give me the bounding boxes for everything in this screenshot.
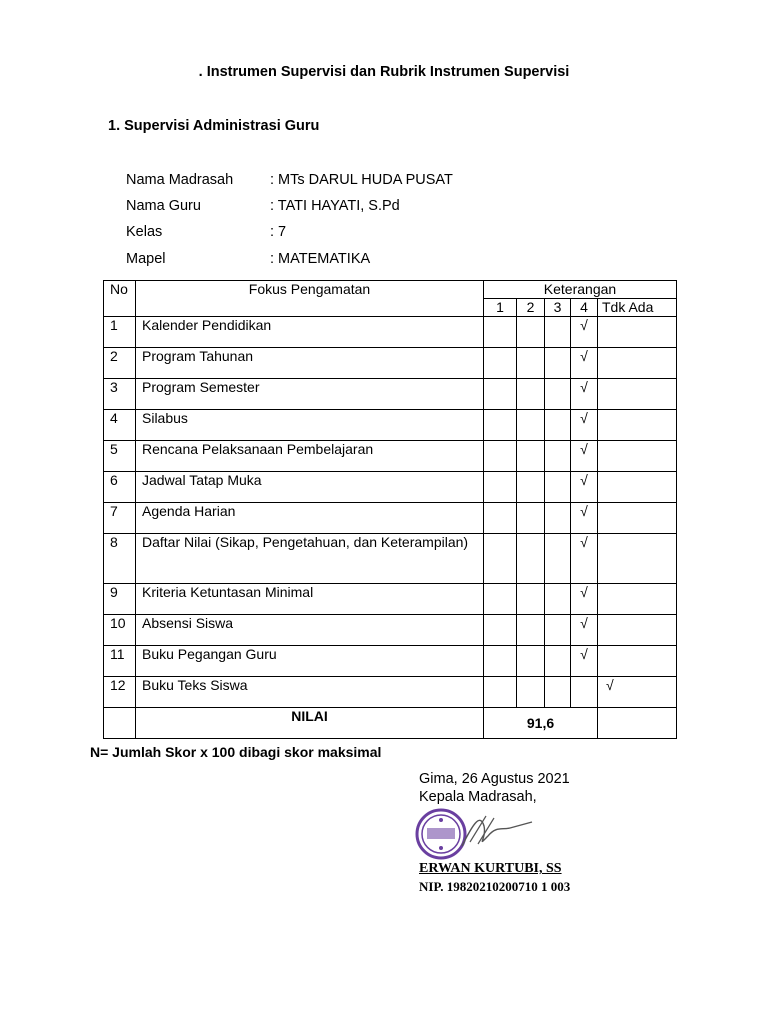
info-label-kelas: Kelas bbox=[126, 224, 163, 240]
row-number: 2 bbox=[104, 348, 136, 379]
row-cell-3 bbox=[545, 584, 571, 615]
row-cell-4 bbox=[571, 534, 598, 584]
document-title: . Instrumen Supervisi dan Rubrik Instrumen Supervisi bbox=[198, 64, 570, 80]
row-cell-tdk-ada bbox=[598, 317, 677, 348]
table-row bbox=[104, 615, 677, 646]
row-cell-tdk-ada bbox=[598, 348, 677, 379]
info-value-madrasah: : MTs DARUL HUDA PUSAT bbox=[270, 172, 453, 188]
header-col-4: 4 bbox=[571, 299, 598, 317]
table-row bbox=[104, 317, 677, 348]
info-value-mapel: : MATEMATIKA bbox=[270, 251, 371, 267]
row-cell-2 bbox=[517, 584, 545, 615]
official-stamp-and-signature bbox=[414, 806, 544, 867]
info-label-mapel: Mapel bbox=[126, 251, 166, 267]
observation-table bbox=[103, 280, 677, 739]
section-heading: 1. Supervisi Administrasi Guru bbox=[108, 118, 320, 134]
check-mark-icon: √ bbox=[580, 472, 588, 488]
row-cell-4 bbox=[571, 348, 598, 379]
row-number: 12 bbox=[104, 677, 136, 708]
row-cell-4 bbox=[571, 441, 598, 472]
info-value-guru: : TATI HAYATI, S.Pd bbox=[270, 198, 400, 214]
row-cell-3 bbox=[545, 534, 571, 584]
row-cell-2 bbox=[517, 410, 545, 441]
principal-name: ERWAN KURTUBI, SS bbox=[419, 861, 562, 876]
table-row bbox=[104, 348, 677, 379]
row-cell-3 bbox=[545, 317, 571, 348]
info-label-madrasah: Nama Madrasah bbox=[126, 172, 234, 188]
check-mark-icon: √ bbox=[580, 441, 588, 457]
row-cell-4 bbox=[571, 472, 598, 503]
row-cell-2 bbox=[517, 379, 545, 410]
row-cell-3 bbox=[545, 348, 571, 379]
signature-place-date: Gima, 26 Agustus 2021 bbox=[419, 771, 570, 787]
table-row bbox=[104, 379, 677, 410]
signature-position: Kepala Madrasah, bbox=[419, 789, 537, 805]
row-cell-3 bbox=[545, 646, 571, 677]
row-cell-1 bbox=[484, 410, 517, 441]
row-cell-tdk-ada bbox=[598, 503, 677, 534]
row-number: 9 bbox=[104, 584, 136, 615]
row-cell-2 bbox=[517, 615, 545, 646]
row-cell-1 bbox=[484, 534, 517, 584]
row-number: 6 bbox=[104, 472, 136, 503]
row-focus-item: Program Tahunan bbox=[136, 348, 484, 379]
table-row bbox=[104, 472, 677, 503]
row-number: 11 bbox=[104, 646, 136, 677]
row-focus-item: Silabus bbox=[136, 410, 484, 441]
row-cell-1 bbox=[484, 317, 517, 348]
row-cell-1 bbox=[484, 348, 517, 379]
check-mark-icon: √ bbox=[580, 317, 588, 333]
row-focus-item: Kriteria Ketuntasan Minimal bbox=[136, 584, 484, 615]
check-mark-icon: √ bbox=[580, 646, 588, 662]
row-cell-1 bbox=[484, 441, 517, 472]
row-focus-item: Jadwal Tatap Muka bbox=[136, 472, 484, 503]
nilai-label: NILAI bbox=[136, 708, 484, 739]
row-cell-4 bbox=[571, 410, 598, 441]
row-focus-item: Buku Pegangan Guru bbox=[136, 646, 484, 677]
row-cell-2 bbox=[517, 317, 545, 348]
header-col-2: 2 bbox=[517, 299, 545, 317]
row-cell-1 bbox=[484, 584, 517, 615]
header-keterangan: Keterangan bbox=[484, 281, 677, 299]
row-cell-tdk-ada bbox=[598, 472, 677, 503]
row-cell-1 bbox=[484, 677, 517, 708]
row-cell-2 bbox=[517, 441, 545, 472]
row-cell-4 bbox=[571, 584, 598, 615]
check-mark-icon: √ bbox=[580, 534, 588, 550]
header-col-3: 3 bbox=[545, 299, 571, 317]
check-mark-icon: √ bbox=[580, 379, 588, 395]
table-row bbox=[104, 410, 677, 441]
header-fokus: Fokus Pengamatan bbox=[136, 281, 484, 317]
row-number: 5 bbox=[104, 441, 136, 472]
check-mark-icon: √ bbox=[606, 677, 614, 693]
row-number: 7 bbox=[104, 503, 136, 534]
row-cell-tdk-ada bbox=[598, 677, 677, 708]
row-cell-2 bbox=[517, 646, 545, 677]
row-cell-4 bbox=[571, 379, 598, 410]
nilai-empty-cell bbox=[104, 708, 136, 739]
table-row bbox=[104, 503, 677, 534]
row-number: 1 bbox=[104, 317, 136, 348]
row-cell-1 bbox=[484, 646, 517, 677]
row-cell-2 bbox=[517, 534, 545, 584]
row-cell-tdk-ada bbox=[598, 441, 677, 472]
row-cell-3 bbox=[545, 410, 571, 441]
row-cell-4 bbox=[571, 503, 598, 534]
row-cell-2 bbox=[517, 503, 545, 534]
header-no: No bbox=[104, 281, 136, 317]
nilai-tdk-cell bbox=[598, 708, 677, 739]
row-number: 10 bbox=[104, 615, 136, 646]
table-row bbox=[104, 584, 677, 615]
nilai-value: 91,6 bbox=[484, 708, 598, 739]
table-row bbox=[104, 534, 677, 584]
row-number: 3 bbox=[104, 379, 136, 410]
row-cell-tdk-ada bbox=[598, 379, 677, 410]
row-focus-item: Rencana Pelaksanaan Pembelajaran bbox=[136, 441, 484, 472]
row-cell-4 bbox=[571, 646, 598, 677]
check-mark-icon: √ bbox=[580, 348, 588, 364]
check-mark-icon: √ bbox=[580, 503, 588, 519]
row-cell-1 bbox=[484, 379, 517, 410]
row-cell-4 bbox=[571, 677, 598, 708]
row-cell-3 bbox=[545, 472, 571, 503]
row-cell-3 bbox=[545, 441, 571, 472]
row-cell-1 bbox=[484, 472, 517, 503]
table-row bbox=[104, 677, 677, 708]
row-number: 8 bbox=[104, 534, 136, 584]
row-cell-tdk-ada bbox=[598, 410, 677, 441]
row-focus-item: Buku Teks Siswa bbox=[136, 677, 484, 708]
row-cell-tdk-ada bbox=[598, 646, 677, 677]
row-cell-tdk-ada bbox=[598, 615, 677, 646]
row-cell-2 bbox=[517, 677, 545, 708]
row-focus-item: Absensi Siswa bbox=[136, 615, 484, 646]
info-value-kelas: : 7 bbox=[270, 224, 287, 240]
principal-nip: NIP. 19820210200710 1 003 bbox=[419, 879, 571, 894]
row-cell-3 bbox=[545, 677, 571, 708]
row-cell-2 bbox=[517, 472, 545, 503]
info-label-guru: Nama Guru bbox=[126, 198, 201, 214]
row-cell-3 bbox=[545, 379, 571, 410]
row-cell-1 bbox=[484, 503, 517, 534]
table-row bbox=[104, 646, 677, 677]
row-cell-4 bbox=[571, 615, 598, 646]
row-cell-4 bbox=[571, 317, 598, 348]
row-focus-item: Kalender Pendidikan bbox=[136, 317, 484, 348]
row-cell-2 bbox=[517, 348, 545, 379]
check-mark-icon: √ bbox=[580, 615, 588, 631]
row-number: 4 bbox=[104, 410, 136, 441]
row-cell-tdk-ada bbox=[598, 534, 677, 584]
check-mark-icon: √ bbox=[580, 410, 588, 426]
row-cell-tdk-ada bbox=[598, 584, 677, 615]
header-col-1: 1 bbox=[484, 299, 517, 317]
scoring-note: N= Jumlah Skor x 100 dibagi skor maksimal bbox=[90, 744, 382, 760]
table-row bbox=[104, 441, 677, 472]
check-mark-icon: √ bbox=[580, 584, 588, 600]
row-focus-item: Program Semester bbox=[136, 379, 484, 410]
row-cell-1 bbox=[484, 615, 517, 646]
header-col-tdk-ada: Tdk Ada bbox=[598, 299, 677, 317]
row-focus-item: Agenda Harian bbox=[136, 503, 484, 534]
row-cell-3 bbox=[545, 503, 571, 534]
row-focus-item: Daftar Nilai (Sikap, Pengetahuan, dan Keterampilan) bbox=[136, 534, 484, 584]
row-cell-3 bbox=[545, 615, 571, 646]
